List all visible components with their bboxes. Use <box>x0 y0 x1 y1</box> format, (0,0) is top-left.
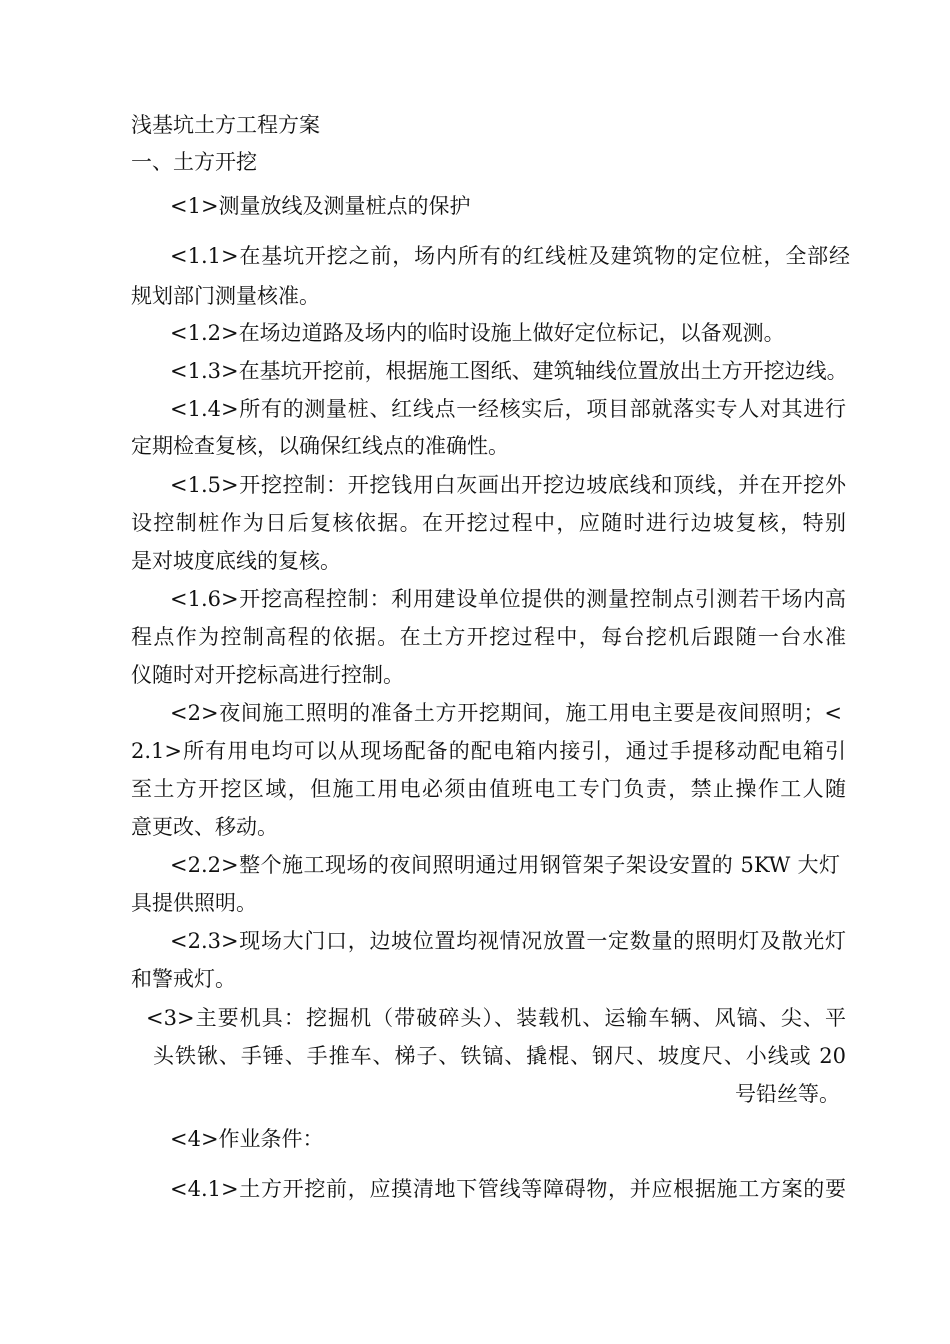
paragraph-line: 号铅丝等。 <box>735 1082 840 1106</box>
paragraph-line: <1.5>开挖控制：开挖钱用白灰画出开挖边坡底线和顶线，并在开挖外 <box>170 473 846 497</box>
paragraph-line: 规划部门测量核准。 <box>131 284 320 308</box>
paragraph-line: <2.2>整个施工现场的夜间照明通过用钢管架子架设安置的 5KW 大灯 <box>170 853 840 877</box>
paragraph-line: 头铁锹、手锤、手推车、梯子、铁镐、撬棍、钢尺、坡度尺、小线或 20 <box>153 1044 846 1068</box>
paragraph-line: 是对坡度底线的复核。 <box>131 549 341 573</box>
paragraph-line: <1.1>在基坑开挖之前，场内所有的红线桩及建筑物的定位桩，全部经 <box>170 244 850 268</box>
paragraph-line: <4.1>土方开挖前，应摸清地下管线等障碍物，并应根据施工方案的要 <box>170 1177 846 1201</box>
section-heading: 一、土方开挖 <box>131 150 257 174</box>
paragraph-line: 2.1>所有用电均可以从现场配备的配电箱内接引，通过手提移动配电箱引 <box>131 739 846 763</box>
paragraph-line: 定期检查复核，以确保红线点的准确性。 <box>131 434 509 458</box>
paragraph-line: <2.3>现场大门口，边坡位置均视情况放置一定数量的照明灯及散光灯 <box>170 929 846 953</box>
paragraph-line: <1.6>开挖高程控制：利用建设单位提供的测量控制点引测若干场内高 <box>170 587 846 611</box>
subsection-heading: <4>作业条件： <box>170 1127 324 1151</box>
paragraph-line: 至土方开挖区域，但施工用电必须由值班电工专门负责，禁止操作工人随 <box>131 777 846 801</box>
paragraph-line: 具提供照明。 <box>131 891 257 915</box>
paragraph-line: 程点作为控制高程的依据。在土方开挖过程中，每台挖机后跟随一台水准 <box>131 625 846 649</box>
subsection-heading: <1>测量放线及测量桩点的保护 <box>170 194 471 218</box>
paragraph-line: <3>主要机具：挖掘机（带破碎头）、装载机、运输车辆、风镐、尖、平 <box>146 1006 846 1030</box>
paragraph-line: <2>夜间施工照明的准备土方开挖期间，施工用电主要是夜间照明；< <box>170 701 842 725</box>
paragraph-line: 仪随时对开挖标高进行控制。 <box>131 663 404 687</box>
paragraph-line: <1.3>在基坑开挖前，根据施工图纸、建筑轴线位置放出土方开挖边线。 <box>170 359 848 383</box>
paragraph-line: 和警戒灯。 <box>131 967 236 991</box>
paragraph-line: 设控制桩作为日后复核依据。在开挖过程中，应随时进行边坡复核，特别 <box>131 511 846 535</box>
paragraph-line: <1.4>所有的测量桩、红线点一经核实后，项目部就落实专人对其进行 <box>170 397 846 421</box>
paragraph-line: <1.2>在场边道路及场内的临时设施上做好定位标记，以备观测。 <box>170 321 785 345</box>
paragraph-line: 意更改、移动。 <box>131 815 278 839</box>
document-title: 浅基坑土方工程方案 <box>131 113 320 137</box>
